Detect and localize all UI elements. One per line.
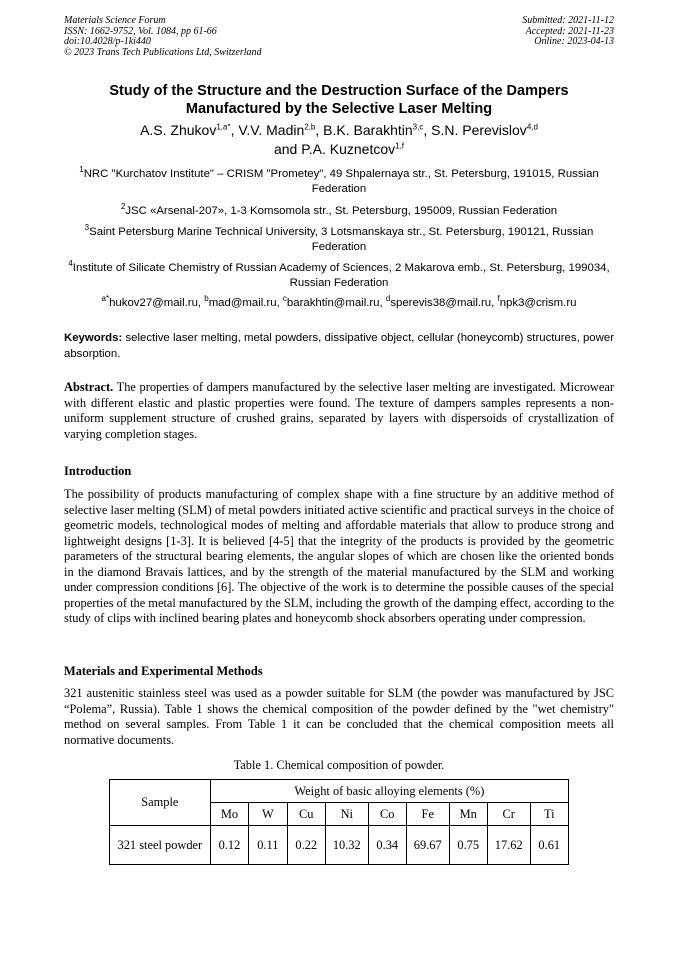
affiliation-1 <box>64 167 614 197</box>
author-list <box>64 121 614 159</box>
value-cell: 0.34 <box>368 826 406 865</box>
column-header: Fe <box>406 803 449 826</box>
sample-cell: 321 steel powder <box>110 826 211 865</box>
abstract-text: The properties of dampers manufactured by the selective laser melting are investigated. Microwear with different elastic and plastic properties were found. The texture of dampers samples represents a non-uniform supplement structure of crushed grains, separated by layers with dispersoids of crystallization of varying completion stages. <box>64 380 614 441</box>
paper-title <box>64 82 614 118</box>
column-header: Ni <box>325 803 368 826</box>
author-emails <box>64 296 614 311</box>
abstract <box>64 380 614 442</box>
email-address[interactable]: sperevis38@mail.ru, <box>390 297 498 309</box>
online-date: Online: 2023-04-13 <box>534 36 614 47</box>
methods-text: 321 austenitic stainless steel was used as a powder suitable for SLM (the powder was manufactured by JSC “Polema”, Russia). Table 1 shows the chemical composition of the powder defined by the "wet chemistry" method on several samples. From Table 1 it can be concluded that the chemical composition meets all normative documents. <box>64 686 614 747</box>
copyright: © 2023 Trans Tech Publications Ltd, Switzerland <box>64 46 262 58</box>
affiliation-3 <box>64 225 614 255</box>
introduction-text: The possibility of products manufacturing of complex shape with a fine structure by an additive method of selective laser melting (SLM) of metal powders initiated active scientific and practical surveys in the choice of geometric models, technological modes of melting and affordable materials that allow to produce strong and lightweight designs [1-3]. It is believed [4-5] that the integrity of the products is provided by the geometric parameters of the structural bearing elements, the angular slopes of which are chosen like the oriented bonds in the diamond Bravais lattices, and by the strength of the material manufactured by the SLM and working under compression conditions [6]. The objective of the work is to determine the possible causes of the special properties of the metal manufactured by the SLM, including the growth of the damping effect, according to the study of clips with inclined bearing plates and honeycomb shock absorbers operating under compression. <box>64 487 614 626</box>
column-header: Mo <box>210 803 248 826</box>
author-affil-sup: 1,f <box>395 141 405 151</box>
group-header: Weight of basic alloying elements (%) <box>210 780 568 803</box>
journal-name: Materials Science Forum <box>64 15 166 26</box>
journal-info <box>64 16 262 58</box>
value-cell: 0.22 <box>287 826 325 865</box>
submitted-date: Submitted: 2021-11-12 <box>522 15 614 26</box>
issn-volume: ISSN: 1662-9752, Vol. 1084, pp 61-66 <box>64 25 217 37</box>
column-header: Cu <box>287 803 325 826</box>
doi: doi:10.4028/p-1ki440 <box>64 36 151 47</box>
abstract-label: Abstract. <box>64 380 114 394</box>
email-address[interactable]: hukov27@mail.ru, <box>109 297 205 309</box>
value-cell: 0.61 <box>530 826 568 865</box>
column-header: W <box>249 803 287 826</box>
email-sup: f <box>497 294 500 304</box>
accepted-date: Accepted: 2021-11-23 <box>525 25 614 37</box>
affiliation-text: Institute of Silicate Chemistry of Russian Academy of Sciences, 2 Makarova emb., St. Petersburg, 199034, Russian Federation <box>72 262 610 289</box>
affiliation-sup: 1 <box>79 165 84 175</box>
keywords-text: selective laser melting, metal powders, dissipative object, cellular (honeycomb) structures, power absorption. <box>64 332 614 360</box>
author-separator: , <box>230 122 239 138</box>
email-sup: a* <box>101 294 110 304</box>
author-name: B.K. Barakhtin <box>323 122 413 138</box>
table-row <box>110 826 569 865</box>
introduction-heading: Introduction <box>64 464 132 478</box>
email-sup: d <box>385 294 391 304</box>
affiliation-text: Saint Petersburg Marine Technical University, 3 Lotsmanskaya str., St. Petersburg, 190121, Russian Federation <box>89 226 594 253</box>
affiliation-sup: 3 <box>84 223 90 233</box>
table-header-row <box>110 780 569 803</box>
author-affil-sup: 3,c <box>412 122 424 132</box>
chemical-composition-table <box>109 779 569 865</box>
affiliation-sup: 4 <box>68 259 73 269</box>
author-separator: , <box>315 122 324 138</box>
value-cell: 17.62 <box>487 826 530 865</box>
author-separator: , <box>423 122 432 138</box>
keywords-label: Keywords: <box>64 332 123 344</box>
author-line-1 <box>64 121 614 140</box>
email-sup: b <box>204 294 209 304</box>
column-header: Cr <box>487 803 530 826</box>
sample-header: Sample <box>110 780 211 826</box>
title-line-2: Manufactured by the Selective Laser Melting <box>185 101 493 117</box>
author-affil-sup: 2,b <box>304 122 316 132</box>
title-line-1: Study of the Structure and the Destruction Surface of the Dampers <box>109 83 569 99</box>
author-line-2 <box>64 140 614 159</box>
email-sup: c <box>282 294 287 304</box>
affiliation-text: JSC «Arsenal-207», 1-3 Komsomola str., St. Petersburg, 195009, Russian Federation <box>125 205 558 217</box>
email-address[interactable]: barakhtin@mail.ru, <box>286 297 386 309</box>
value-cell: 10.32 <box>325 826 368 865</box>
affiliation-text: NRC "Kurchatov Institute" – CRISM "Prometey", 49 Shpalernaya str., St. Petersburg, 191015, Russian Federation <box>83 168 599 195</box>
author-affil-sup: 1,a* <box>216 122 231 132</box>
author-affil-sup: 4,d <box>526 122 538 132</box>
value-cell: 69.67 <box>406 826 449 865</box>
email-address[interactable]: npk3@crism.ru <box>499 297 577 309</box>
column-header: Co <box>368 803 406 826</box>
author-name: V.V. Madin <box>238 122 305 138</box>
affiliation-sup: 2 <box>120 202 126 212</box>
email-address[interactable]: mad@mail.ru, <box>208 297 283 309</box>
keywords <box>64 331 614 362</box>
author-name: S.N. Perevislov <box>431 122 527 138</box>
value-cell: 0.11 <box>249 826 287 865</box>
affiliation-4 <box>64 261 614 291</box>
submission-dates <box>522 16 614 48</box>
column-header: Mn <box>449 803 487 826</box>
table-caption: Table 1. Chemical composition of powder. <box>233 758 445 772</box>
affiliation-2 <box>64 204 614 219</box>
author-name: and P.A. Kuznetcov <box>273 141 396 157</box>
value-cell: 0.12 <box>210 826 248 865</box>
methods-heading: Materials and Experimental Methods <box>64 664 263 678</box>
author-name: A.S. Zhukov <box>140 122 217 138</box>
value-cell: 0.75 <box>449 826 487 865</box>
column-header: Ti <box>530 803 568 826</box>
